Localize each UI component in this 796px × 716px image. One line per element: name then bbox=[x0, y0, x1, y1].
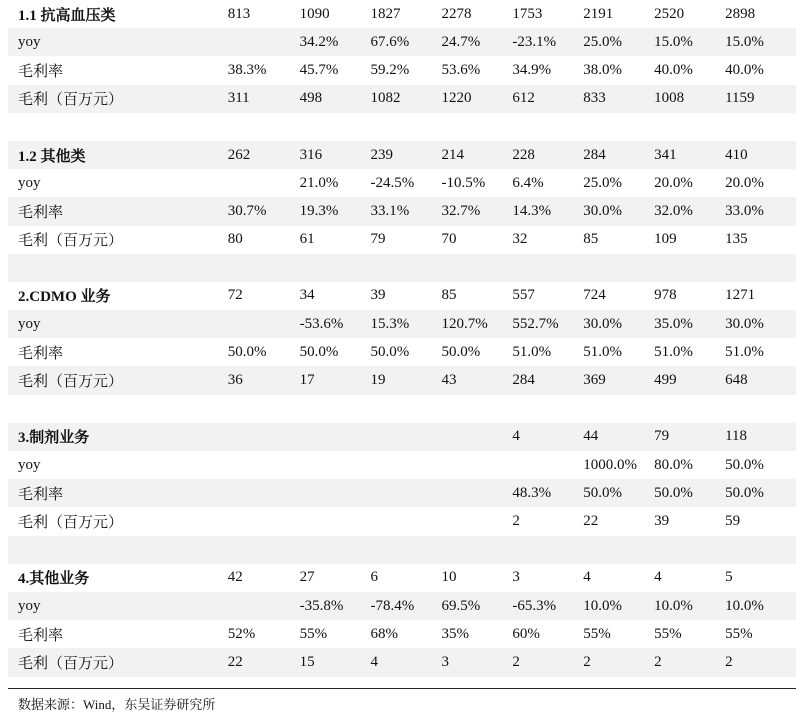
table-cell: 43 bbox=[441, 372, 457, 389]
table-cell: -35.8% bbox=[299, 597, 344, 614]
table-cell: 39 bbox=[654, 512, 670, 529]
table-row bbox=[8, 366, 796, 394]
table-cell: 50.0% bbox=[441, 343, 481, 360]
table-cell: 36 bbox=[227, 372, 243, 389]
table-row bbox=[8, 85, 796, 113]
row-label: 1.2 其他类 bbox=[18, 148, 86, 165]
table-cell: 5 bbox=[725, 569, 733, 586]
table-cell: 85 bbox=[441, 287, 457, 304]
table-cell: 30.0% bbox=[583, 315, 623, 332]
table-cell: 20.0% bbox=[725, 174, 764, 191]
table-cell: 33.0% bbox=[725, 202, 764, 219]
table-row bbox=[8, 620, 796, 648]
table-cell: 55% bbox=[299, 625, 328, 642]
table-cell: 30.7% bbox=[227, 202, 267, 219]
table-cell: 978 bbox=[654, 287, 677, 304]
table-cell: 2520 bbox=[654, 5, 685, 22]
table-cell: 239 bbox=[370, 146, 394, 163]
row-label: yoy bbox=[18, 174, 41, 191]
table-cell: 4 bbox=[583, 569, 591, 586]
table-row bbox=[8, 648, 796, 676]
table-cell: 50.0% bbox=[725, 484, 764, 501]
table-row bbox=[8, 28, 796, 56]
table-cell: 2 bbox=[512, 512, 520, 529]
row-label: 4.其他业务 bbox=[18, 571, 90, 588]
table-cell: 499 bbox=[654, 372, 677, 389]
table-cell: 311 bbox=[227, 90, 250, 107]
row-label: 毛利率 bbox=[18, 627, 64, 644]
row-label: 毛利（百万元） bbox=[18, 233, 124, 250]
table-cell: 14.3% bbox=[512, 202, 552, 219]
table-cell: 2 bbox=[583, 653, 591, 670]
table-cell: 369 bbox=[583, 372, 606, 389]
table-cell: 20.0% bbox=[654, 174, 693, 191]
table-cell: 40.0% bbox=[725, 61, 764, 78]
table-cell: 70 bbox=[441, 231, 457, 248]
bottom-rule bbox=[8, 688, 796, 689]
table-cell: -65.3% bbox=[512, 597, 557, 614]
table-cell: 1271 bbox=[725, 287, 756, 304]
section-header-row bbox=[8, 141, 796, 169]
table-cell: 39 bbox=[370, 287, 386, 304]
table-cell: 44 bbox=[583, 428, 599, 445]
table-cell: 3 bbox=[441, 653, 449, 670]
table-cell: 51.0% bbox=[725, 343, 764, 360]
table-cell: 109 bbox=[654, 231, 677, 248]
table-cell: 30.0% bbox=[725, 315, 764, 332]
row-label: 毛利（百万元） bbox=[18, 514, 124, 531]
table-cell: 60% bbox=[512, 625, 540, 642]
table-cell: 1159 bbox=[725, 90, 755, 107]
row-label: 3.制剂业务 bbox=[18, 430, 90, 447]
row-label: 2.CDMO 业务 bbox=[18, 289, 111, 306]
row-label: 毛利率 bbox=[18, 204, 64, 221]
table-cell: 38.3% bbox=[227, 61, 267, 78]
table-cell: -10.5% bbox=[441, 174, 486, 191]
table-cell: 118 bbox=[725, 428, 748, 445]
table-cell: 135 bbox=[725, 231, 748, 248]
table-cell: 55% bbox=[725, 625, 753, 642]
table-cell: 316 bbox=[299, 146, 323, 163]
table-cell: 42 bbox=[227, 569, 243, 586]
table-cell: 262 bbox=[227, 146, 251, 163]
table-cell: 52% bbox=[227, 625, 256, 642]
table-row bbox=[8, 169, 796, 197]
table-cell: 22 bbox=[227, 653, 243, 670]
table-cell: 34.2% bbox=[299, 33, 339, 50]
row-label: 毛利（百万元） bbox=[18, 92, 124, 109]
table-cell: 6 bbox=[370, 569, 379, 586]
table-cell: 25.0% bbox=[583, 174, 623, 191]
table-cell: 612 bbox=[512, 90, 535, 107]
table-row bbox=[8, 197, 796, 225]
table-cell: 34 bbox=[299, 287, 315, 304]
table-row bbox=[8, 226, 796, 254]
table-cell: 15.3% bbox=[370, 315, 410, 332]
table-cell: 22 bbox=[583, 512, 599, 529]
table-cell: 79 bbox=[370, 231, 386, 248]
row-label: 毛利（百万元） bbox=[18, 655, 124, 672]
table-cell: 32.0% bbox=[654, 202, 693, 219]
row-label: 毛利率 bbox=[18, 63, 64, 80]
table-cell: 10.0% bbox=[725, 597, 764, 614]
table-cell: 120.7% bbox=[441, 315, 488, 332]
table-cell: 284 bbox=[583, 146, 606, 163]
table-row bbox=[8, 592, 796, 620]
table-cell: 35.0% bbox=[654, 315, 693, 332]
table-cell: 21.0% bbox=[299, 174, 339, 191]
table-cell: 1827 bbox=[370, 5, 401, 22]
table-cell: 4 bbox=[370, 653, 379, 670]
table-cell: 24.7% bbox=[441, 33, 481, 50]
table-cell: 17 bbox=[299, 372, 315, 389]
row-label: yoy bbox=[18, 33, 41, 50]
table-cell: 4 bbox=[654, 569, 662, 586]
table-cell: 67.6% bbox=[370, 33, 410, 50]
spacer-row bbox=[8, 536, 796, 564]
table-cell: 85 bbox=[583, 231, 599, 248]
table-cell: 2 bbox=[725, 653, 733, 670]
table-cell: 10.0% bbox=[583, 597, 623, 614]
table-cell: 50.0% bbox=[299, 343, 339, 360]
section-header-row bbox=[8, 0, 796, 28]
table-cell: 10 bbox=[441, 569, 457, 586]
table-cell: -78.4% bbox=[370, 597, 415, 614]
table-cell: 72 bbox=[227, 287, 243, 304]
table-cell: 80.0% bbox=[654, 456, 693, 473]
table-cell: 284 bbox=[512, 372, 535, 389]
table-cell: 32.7% bbox=[441, 202, 481, 219]
table-cell: 51.0% bbox=[583, 343, 623, 360]
table-row bbox=[8, 479, 796, 507]
table-cell: 59 bbox=[725, 512, 741, 529]
table-cell: 724 bbox=[583, 287, 606, 304]
table-cell: -24.5% bbox=[370, 174, 415, 191]
table-cell: 648 bbox=[725, 372, 748, 389]
table-cell: 1008 bbox=[654, 90, 685, 107]
row-label: 毛利率 bbox=[18, 486, 64, 503]
row-label: 毛利率 bbox=[18, 345, 64, 362]
table-cell: 1000.0% bbox=[583, 456, 638, 473]
table-cell: 19 bbox=[370, 372, 386, 389]
table-row bbox=[8, 310, 796, 338]
table-cell: 50.0% bbox=[227, 343, 267, 360]
table-cell: 79 bbox=[654, 428, 670, 445]
table-cell: 2278 bbox=[441, 5, 472, 22]
table-cell: 45.7% bbox=[299, 61, 339, 78]
section-header-row bbox=[8, 423, 796, 451]
spacer-row bbox=[8, 113, 796, 141]
row-label: yoy bbox=[18, 315, 41, 332]
row-label: 毛利（百万元） bbox=[18, 374, 124, 391]
table-cell: 1753 bbox=[512, 5, 543, 22]
table-cell: 4 bbox=[512, 428, 520, 445]
table-cell: 341 bbox=[654, 146, 677, 163]
table-row bbox=[8, 56, 796, 84]
table-cell: 53.6% bbox=[441, 61, 481, 78]
table-cell: 228 bbox=[512, 146, 535, 163]
table-cell: 19.3% bbox=[299, 202, 339, 219]
table-cell: 34.9% bbox=[512, 61, 552, 78]
table-cell: -23.1% bbox=[512, 33, 557, 50]
section-header-row bbox=[8, 282, 796, 310]
table-cell: 50.0% bbox=[725, 456, 764, 473]
table-cell: 61 bbox=[299, 231, 315, 248]
table-cell: 1082 bbox=[370, 90, 401, 107]
table-cell: 557 bbox=[512, 287, 535, 304]
table-cell: 15.0% bbox=[654, 33, 693, 50]
table-cell: 59.2% bbox=[370, 61, 410, 78]
table-cell: 498 bbox=[299, 90, 323, 107]
table-row bbox=[8, 451, 796, 479]
table-cell: 2898 bbox=[725, 5, 756, 22]
table-cell: 552.7% bbox=[512, 315, 559, 332]
row-label: yoy bbox=[18, 597, 41, 614]
table-cell: 32 bbox=[512, 231, 528, 248]
table-cell: 2191 bbox=[583, 5, 614, 22]
table-cell: 833 bbox=[583, 90, 606, 107]
row-label: yoy bbox=[18, 456, 41, 473]
source-note: 数据来源：Wind，东吴证券研究所 bbox=[18, 697, 216, 712]
table-cell: 2 bbox=[512, 653, 520, 670]
table-cell: 40.0% bbox=[654, 61, 693, 78]
table-cell: 15.0% bbox=[725, 33, 764, 50]
table-cell: 38.0% bbox=[583, 61, 623, 78]
table-cell: 50.0% bbox=[654, 484, 693, 501]
table-cell: 3 bbox=[512, 569, 520, 586]
table-cell: 69.5% bbox=[441, 597, 481, 614]
table-cell: 6.4% bbox=[512, 174, 544, 191]
table-cell: 27 bbox=[299, 569, 315, 586]
table-cell: 813 bbox=[227, 5, 251, 22]
table-cell: 1090 bbox=[299, 5, 330, 22]
table-cell: 30.0% bbox=[583, 202, 623, 219]
financial-table bbox=[8, 0, 796, 677]
table-cell: 50.0% bbox=[370, 343, 410, 360]
section-header-row bbox=[8, 564, 796, 592]
row-label: 1.1 抗高血压类 bbox=[18, 7, 116, 24]
table-cell: 25.0% bbox=[583, 33, 623, 50]
table-row bbox=[8, 338, 796, 366]
spacer-row bbox=[8, 395, 796, 423]
table-cell: 48.3% bbox=[512, 484, 552, 501]
table-cell: 214 bbox=[441, 146, 464, 163]
table-cell: 55% bbox=[583, 625, 611, 642]
table-cell: 50.0% bbox=[583, 484, 623, 501]
table-cell: 2 bbox=[654, 653, 662, 670]
table-cell: 80 bbox=[227, 231, 243, 248]
table-cell: 51.0% bbox=[512, 343, 552, 360]
table-row bbox=[8, 507, 796, 535]
spacer-row bbox=[8, 254, 796, 282]
table-cell: 68% bbox=[370, 625, 399, 642]
table-cell: 33.1% bbox=[370, 202, 410, 219]
table-cell: 51.0% bbox=[654, 343, 693, 360]
table-cell: 10.0% bbox=[654, 597, 693, 614]
table-cell: 55% bbox=[654, 625, 682, 642]
table-cell: 15 bbox=[299, 653, 315, 670]
table-cell: 1220 bbox=[441, 90, 472, 107]
table-cell: -53.6% bbox=[299, 315, 344, 332]
table-cell: 35% bbox=[441, 625, 469, 642]
table-cell: 410 bbox=[725, 146, 748, 163]
